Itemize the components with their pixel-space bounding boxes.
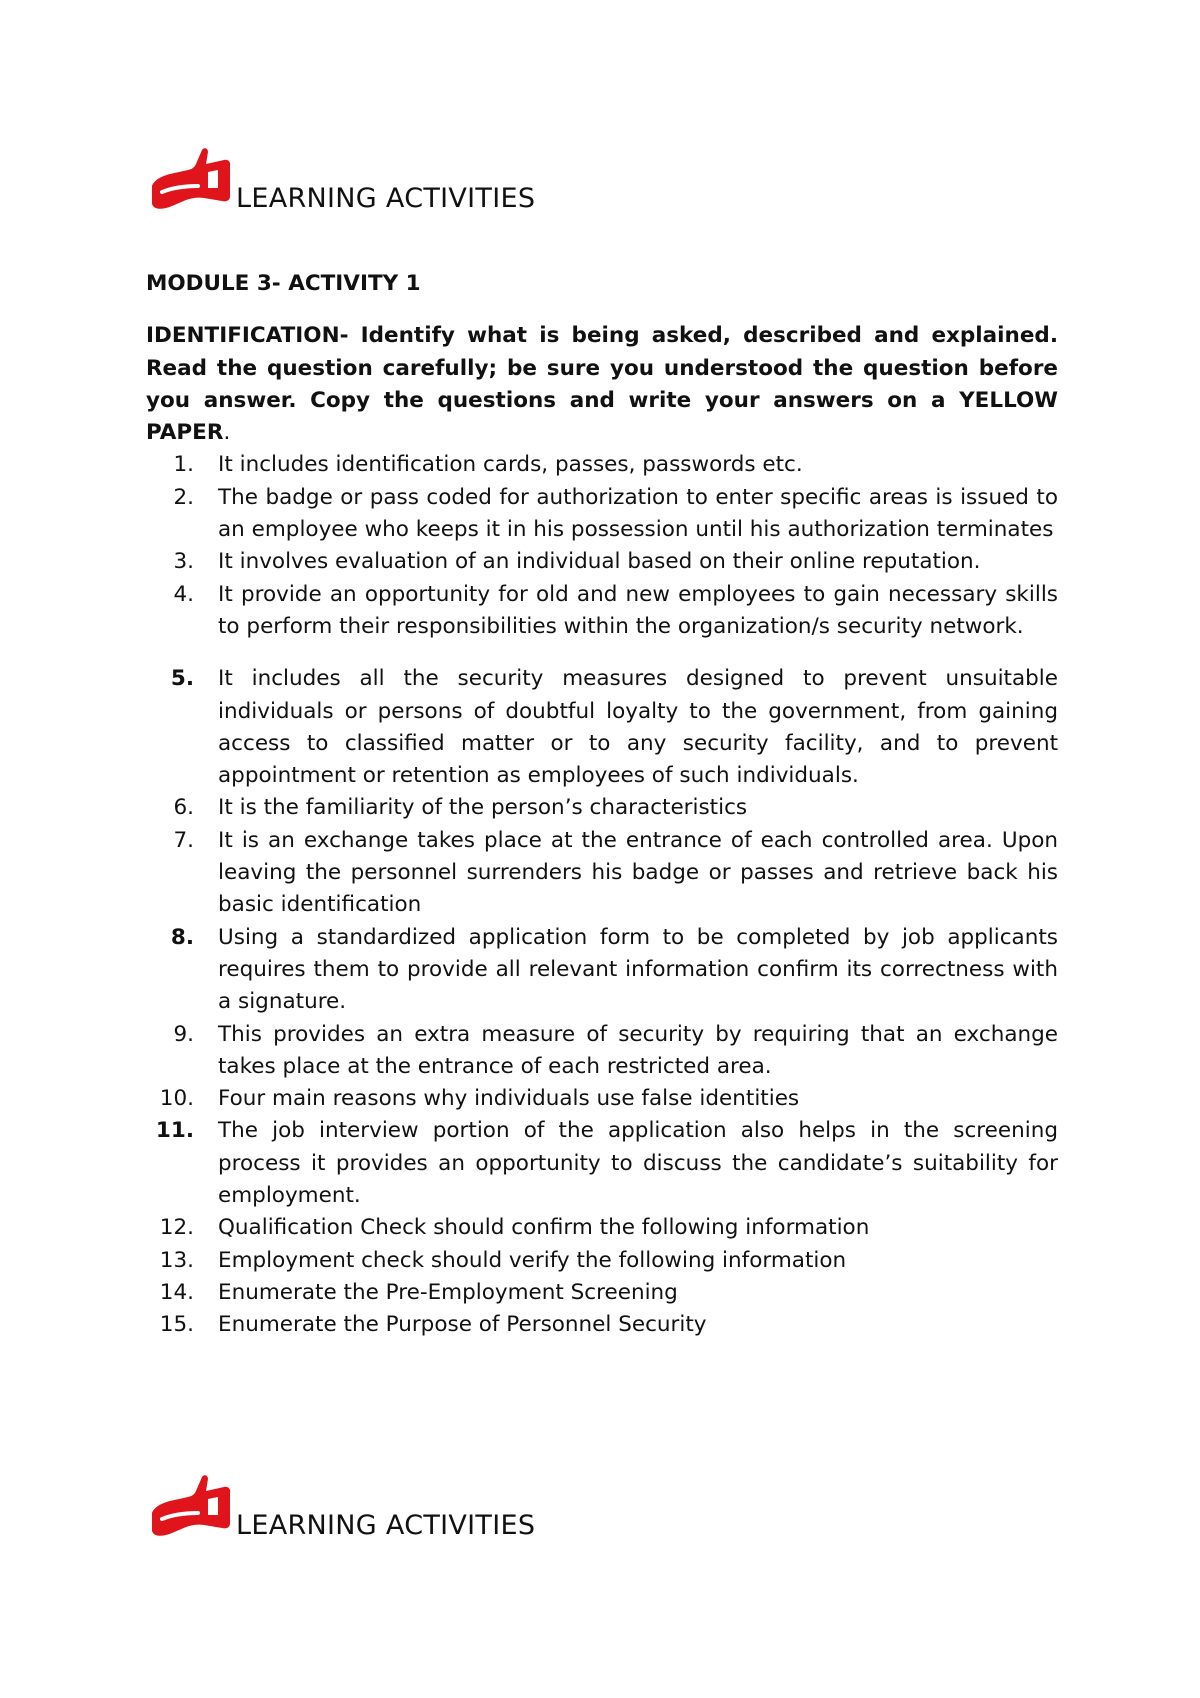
question-text: It includes all the security measures designed to prevent unsuitable individuals or persons of doubtful loyalty to the government, from gaining access to classified matter or to any security facility, and to prevent appointment or retention as employees of such individuals. — [218, 666, 1058, 789]
question-text: It provide an opportunity for old and new employees to gain necessary skills to perform their responsibilities within the organization/s security network. — [218, 581, 1058, 639]
question-number: 15. — [159, 1312, 194, 1338]
question-item — [146, 792, 1058, 824]
question-item — [146, 663, 1058, 792]
question-text: It is the familiarity of the person’s characteristics — [218, 795, 748, 821]
question-item — [146, 546, 1058, 578]
question-number: 9. — [173, 1021, 194, 1047]
question-number: 5. — [170, 666, 194, 692]
question-text: Enumerate the Purpose of Personnel Security — [218, 1312, 707, 1338]
question-text: Using a standardized application form to be completed by job applicants requires them to provide all relevant information confirm its correctness with a signature. — [218, 924, 1058, 1015]
question-text: It involves evaluation of an individual based on their online reputation. — [218, 549, 981, 575]
question-item — [146, 1115, 1058, 1212]
question-text: The badge or pass coded for authorization to enter specific areas is issued to an employee who keeps it in his possession until his authorization terminates — [218, 484, 1058, 543]
question-text: The job interview portion of the application also helps in the screening process it provides an opportunity to discuss the candidate’s suitability for employment. — [218, 1118, 1058, 1209]
question-number: 13. — [159, 1247, 194, 1273]
section-title: LEARNING ACTIVITIES — [236, 183, 536, 214]
question-text: Qualification Check should confirm the following information — [218, 1215, 870, 1241]
question-number: 8. — [170, 924, 194, 950]
question-number: 4. — [173, 581, 194, 607]
question-item — [146, 1309, 1058, 1341]
question-number: 1. — [173, 452, 194, 478]
question-number: 11. — [155, 1118, 194, 1144]
section-header-top — [148, 146, 535, 214]
question-item — [146, 482, 1058, 547]
question-item — [146, 1245, 1058, 1277]
instructions-text: IDENTIFICATION- Identify what is being asked, described and explained. Read the question carefully; be sure you understood the question before you answer. Copy the questions and write your answers on a YELLOW PAPER — [146, 323, 1058, 446]
instructions — [146, 320, 1058, 449]
question-number: 10. — [159, 1086, 194, 1112]
question-item — [146, 449, 1058, 481]
question-number: 2. — [173, 484, 194, 510]
question-number: 3. — [173, 549, 194, 575]
activity-content — [146, 268, 1058, 1342]
section-title: LEARNING ACTIVITIES — [236, 1510, 536, 1541]
instructions-end: . — [223, 420, 231, 446]
question-text: Enumerate the Pre-Employment Screening — [218, 1279, 678, 1305]
question-text: Four main reasons why individuals use false identities — [218, 1086, 800, 1112]
question-item — [146, 1277, 1058, 1309]
module-label: MODULE 3- ACTIVITY 1 — [146, 271, 421, 296]
question-item — [146, 825, 1058, 922]
question-item — [146, 922, 1058, 1019]
question-number: 14. — [159, 1279, 194, 1305]
question-list — [146, 449, 1058, 1341]
question-text: Employment check should verify the following information — [218, 1247, 847, 1273]
question-item — [146, 579, 1058, 644]
question-item — [146, 1212, 1058, 1244]
question-number: 6. — [173, 795, 194, 821]
question-number: 12. — [159, 1215, 194, 1241]
question-item — [146, 1083, 1058, 1115]
question-text: It includes identification cards, passes, passwords etc. — [218, 452, 803, 478]
section-header-bottom — [148, 1473, 535, 1541]
hand-pen-icon — [148, 1473, 234, 1541]
hand-pen-icon — [148, 146, 234, 214]
question-number: 7. — [173, 827, 194, 853]
question-item — [146, 1019, 1058, 1084]
question-text: It is an exchange takes place at the entrance of each controlled area. Upon leaving the personnel surrenders his badge or passes and retrieve back his basic identification — [218, 827, 1058, 918]
question-text: This provides an extra measure of security by requiring that an exchange takes place at the entrance of each restricted area. — [218, 1021, 1058, 1079]
